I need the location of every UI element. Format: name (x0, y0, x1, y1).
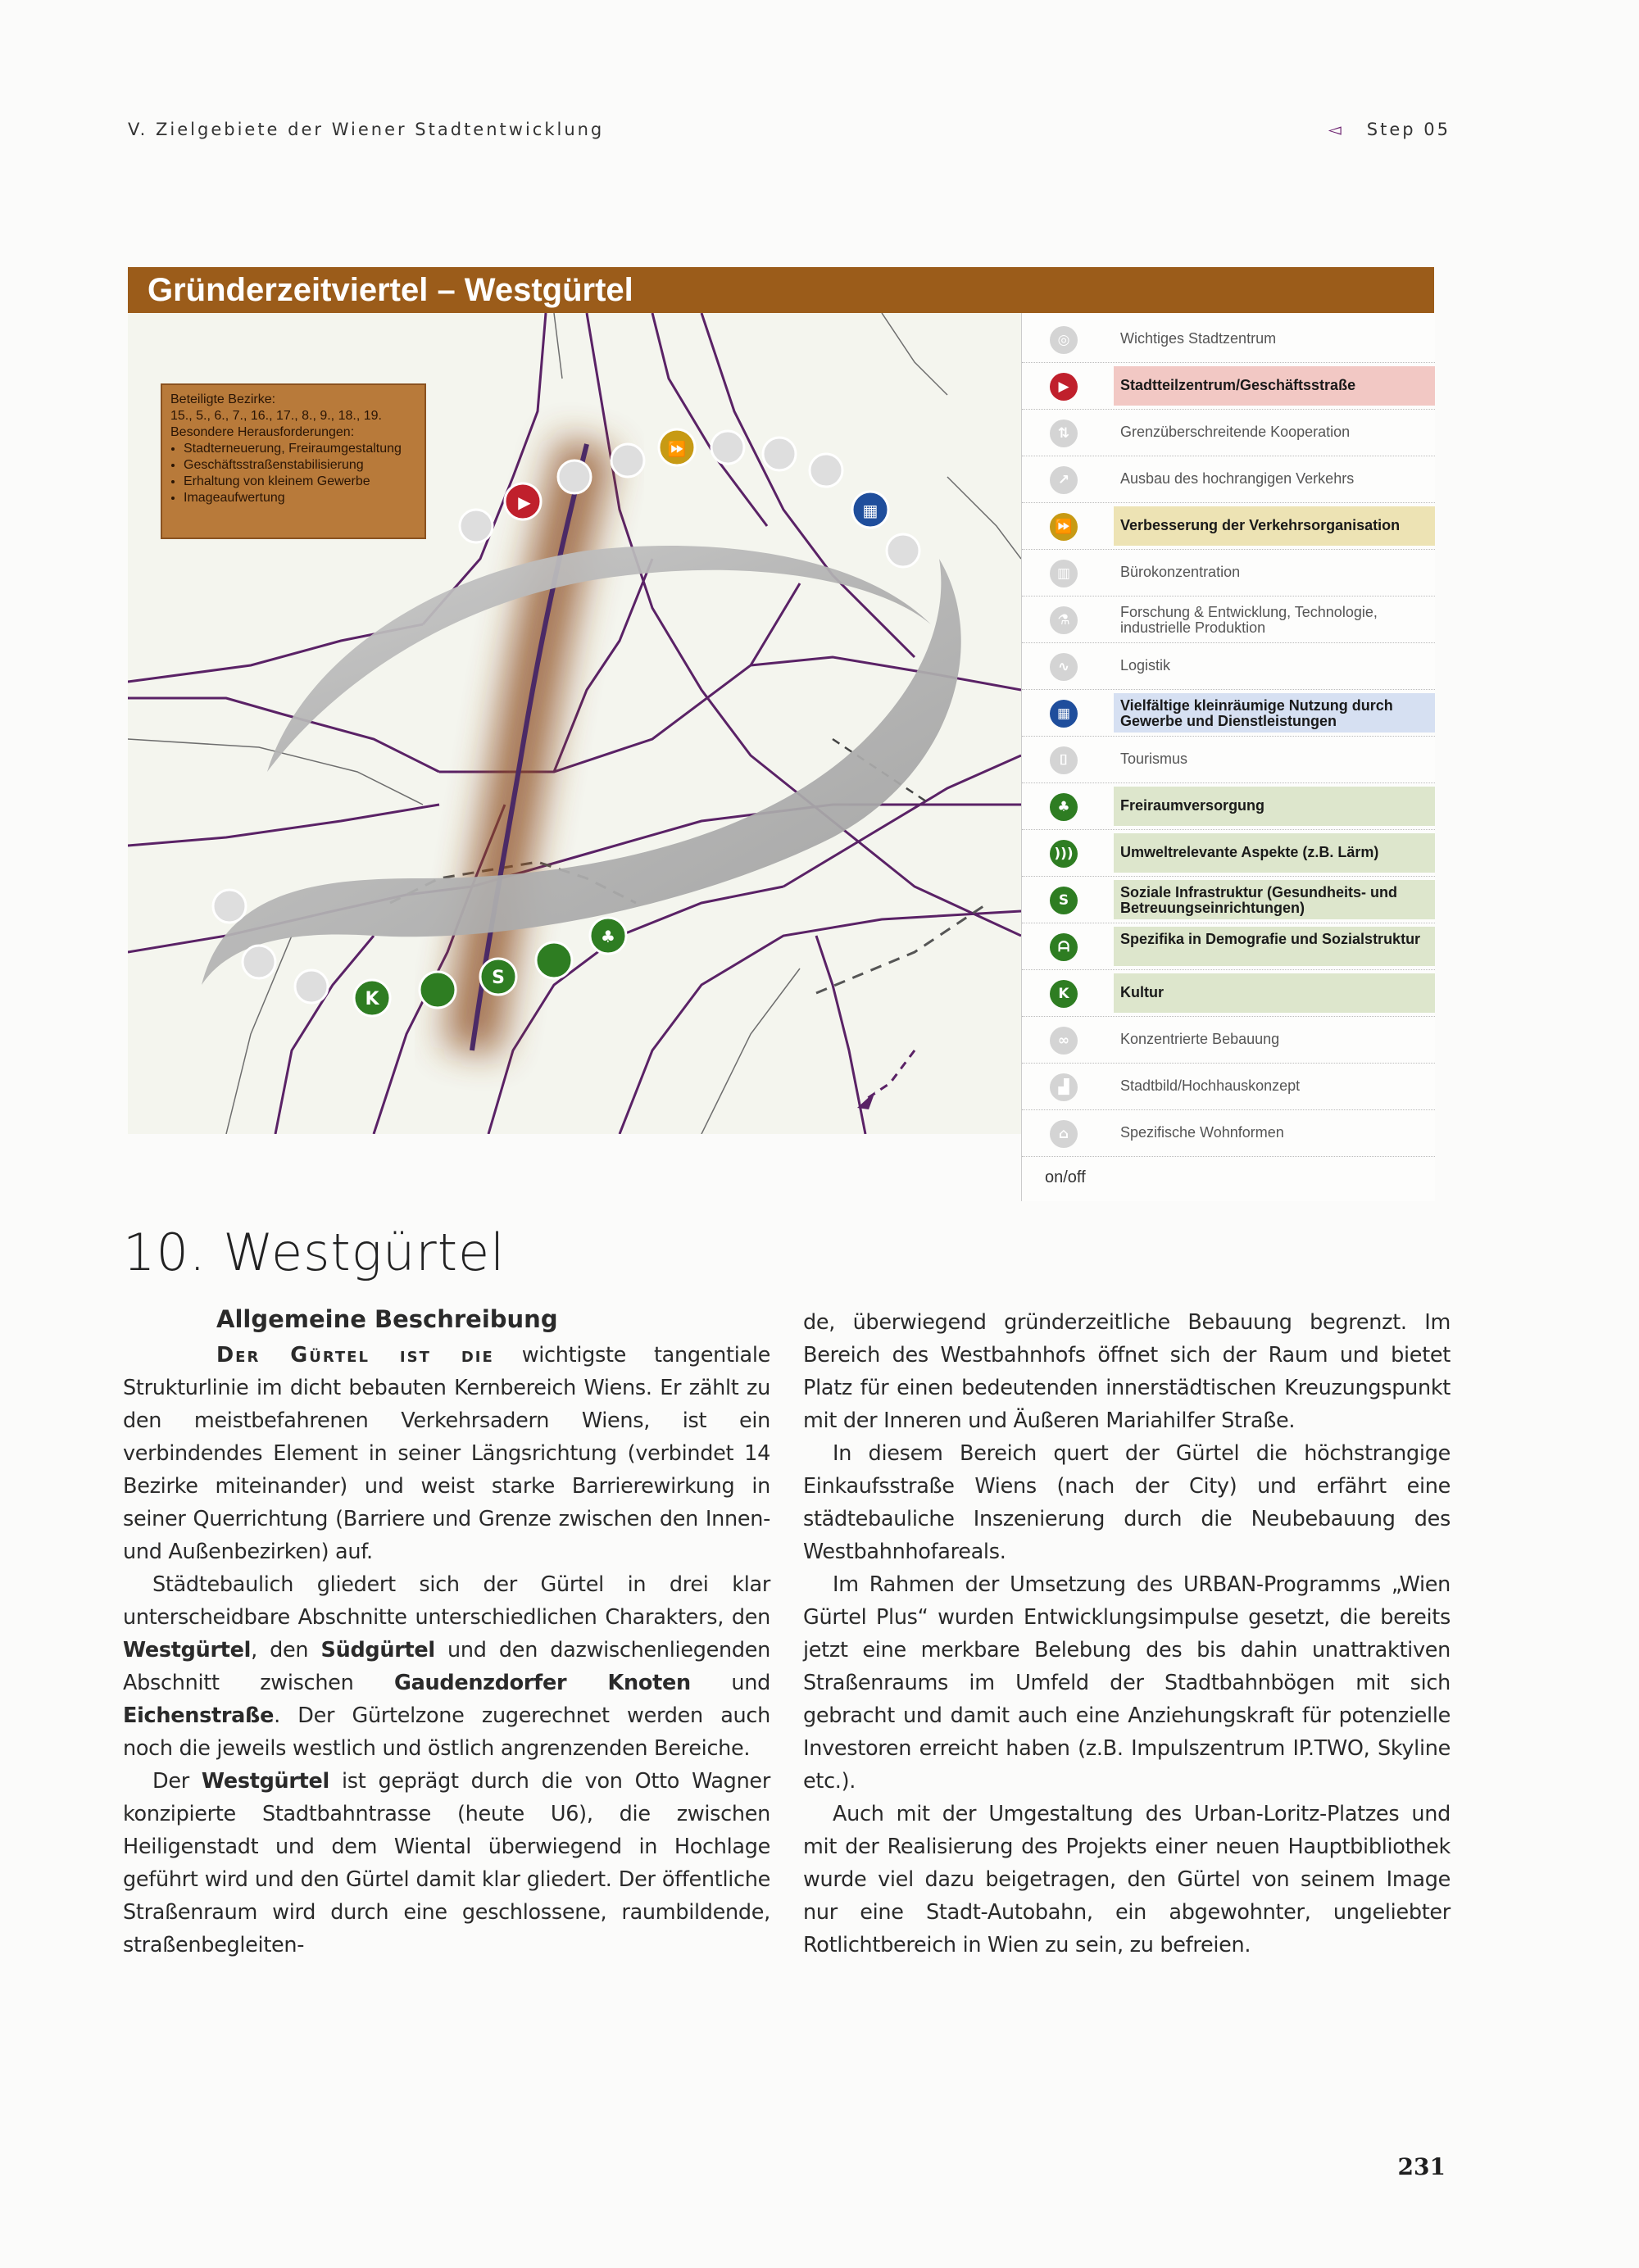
text-column-right (803, 1306, 1451, 1962)
svg-text:♣: ♣ (601, 927, 615, 946)
onoff-label[interactable]: on/off (1045, 1168, 1086, 1186)
paragraph: Im Rahmen der Umsetzung des URBAN-Programms „Wien Gürtel Plus“ wurden Entwicklungsimpulse gesetzt, die bereits jetzt eine merkbare Belebung des bis dahin unattraktiven Straßenraums im Umfeld der Stadtbahnbögen mit sich gebracht und damit auch eine Anziehungskraft für potenzielle Investoren erreicht haben (z.B. Impulszentrum IP.TWO, Skyline etc.). (803, 1572, 1451, 1794)
challenges-label: Besondere Herausforderungen: (170, 425, 355, 439)
legend-label: Tourismus (1120, 751, 1188, 767)
legend-row[interactable] (1022, 877, 1435, 923)
legend-label: Stadtteilzentrum/Geschäftsstraße (1120, 377, 1356, 393)
social-s-icon[interactable]: S (1050, 887, 1078, 914)
direction-arrow (865, 1050, 915, 1100)
legend-label: Verbesserung der Verkehrsorganisation (1120, 517, 1401, 533)
challenge-item: • Imageaufwertung (184, 490, 416, 506)
office-buildings-icon (711, 431, 744, 464)
target-icon[interactable]: ◎ (1050, 326, 1078, 354)
svg-text:S: S (492, 968, 505, 988)
play-icon[interactable]: ▶ (1050, 373, 1078, 401)
svg-text:▶: ▶ (518, 492, 531, 512)
legend-label: Bürokonzentration (1120, 564, 1241, 580)
grid-blocks-icon[interactable]: ▦ (1050, 700, 1078, 728)
challenge-item: • Erhaltung von kleinem Gewerbe (184, 474, 416, 490)
paragraph: Städtebaulich gliedert sich der Gürtel in drei klar unterscheidbare Abschnitte unterschiedlichen Charakters, den Westgürtel, den Südgürtel und den dazwischenliegenden Abschnitt zwischen Gaudenzdorfer Knoten und Eichenstraße. Der Gürtelzone zugerechnet werden auch noch die jeweils westlich und östlich angrenzenden Bereiche. (123, 1572, 770, 1761)
logistics-curve-icon (810, 454, 842, 487)
housing-icon (213, 890, 246, 923)
split-arrows-icon (558, 460, 591, 493)
text-column-left (123, 1303, 770, 1962)
figure-title: Gründerzeitviertel – Westgürtel (148, 272, 633, 308)
legend-label: Konzentrierte Bebauung (1120, 1031, 1280, 1047)
legend-row[interactable] (1022, 1017, 1435, 1064)
flask-icon (763, 438, 796, 470)
map-legend (1021, 313, 1435, 1201)
legend-row[interactable] (1022, 1064, 1435, 1110)
legend-label: Grenzüberschreitende Kooperation (1120, 424, 1351, 440)
legend-row[interactable] (1022, 737, 1435, 783)
sound-waves-icon (536, 942, 572, 978)
paragraph: Der Westgürtel ist geprägt durch die von Otto Wagner konzipierte Stadtbahntrasse (heute U6), die zwischen Heiligenstadt und dem Wiental überwiegend in Hochlage geführt wird und den Gürtel damit klar gliedert. Der öffentliche Straßenraum wird durch eine geschlossene, raumbildende, straßenbegleiten- (123, 1769, 771, 1957)
legend-label: Logistik (1120, 657, 1171, 674)
culture-k-icon[interactable]: K (1050, 980, 1078, 1008)
legend-row[interactable] (1022, 410, 1435, 456)
page-number: 231 (1397, 2153, 1446, 2180)
legend-label: Vielfältige kleinräumige Nutzung durch Gewerbe und Dienstleistungen (1120, 697, 1393, 729)
legend-label: Soziale Infrastruktur (Gesundheits- und Betreuungseinrichtungen) (1120, 884, 1398, 916)
legend-label: Ausbau des hochrangigen Verkehrs (1120, 470, 1355, 487)
rail-line-east (816, 903, 988, 993)
map-figure (128, 267, 1434, 1201)
paragraph: de, überwiegend gründerzeitliche Bebauung begrenzt. Im Bereich des Westbahnhofs öffnet sich der Raum und bietet Platz für einen bedeutenden innerstädtischen Kreuzungspunkt mit der Inneren und Äußeren Mariahilfer Straße. (803, 1310, 1451, 1433)
step-label: Step 05 (1366, 120, 1451, 139)
paragraph: Der Gürtel ist die wichtigste tangentiale Strukturlinie im dicht bebauten Kernbereich Wiens. Er zählt zu den meistbefahrenen Verkehrsadern Wiens, ist ein verbindendes Element in seiner Längsrichtung (verbindet 14 Bezirke miteinander) und weist starke Barrierewirkung in seiner Querrichtung (Barriere und Grenze zwischen den Innen- und Außenbezirken) auf. (123, 1343, 770, 1564)
running-head: V. Zielgebiete der Wiener Stadtentwicklung (128, 120, 605, 139)
legend-row[interactable] (1022, 456, 1435, 503)
tree-icon[interactable]: ♣ (1050, 793, 1078, 821)
westguertel-map (128, 313, 1021, 1134)
legend-row[interactable] (1022, 550, 1435, 596)
districts-label: Beteiligte Bezirke: (170, 392, 276, 406)
logistics-curve-icon[interactable]: ∿ (1050, 653, 1078, 681)
flask-icon[interactable]: ⚗ (1050, 606, 1078, 634)
figure-title-bar (128, 267, 1434, 313)
legend-label: Stadtbild/Hochhauskonzept (1120, 1077, 1301, 1094)
chapter-title: 10. Westgürtel (123, 1222, 506, 1282)
legend-row[interactable] (1022, 923, 1435, 970)
legend-label: Forschung & Entwicklung, Technologie, industrielle Produktion (1120, 604, 1378, 636)
legend-row[interactable] (1022, 830, 1435, 877)
camera-icon (887, 534, 919, 567)
svg-text:▦: ▦ (862, 501, 879, 520)
legend-label: Umweltrelevante Aspekte (z.B. Lärm) (1120, 844, 1379, 860)
legend-label: Kultur (1120, 984, 1164, 1000)
paragraph: Auch mit der Umgestaltung des Urban-Loritz-Platzes und mit der Realisierung des Projekts einer neuen Hauptbibliothek wurde viel dazu beigetragen, den Gürtel von seinem Image nur eine Stadt-Autobahn, ein abgewohnter, ungeliebter Rotlichtbereich in Wien zu sein, zu befreien. (803, 1802, 1451, 1957)
people-icon (420, 972, 456, 1008)
legend-row[interactable] (1022, 643, 1435, 690)
skyline-icon[interactable]: ▟ (1050, 1073, 1078, 1101)
legend-row[interactable] (1022, 316, 1435, 363)
legend-row[interactable] (1022, 503, 1435, 550)
running-step (1328, 120, 1451, 139)
legend-row[interactable] (1022, 970, 1435, 1017)
challenge-item: • Geschäftsstraßenstabilisierung (184, 457, 416, 474)
housing-icon[interactable]: ⌂ (1050, 1120, 1078, 1148)
legend-label: Freiraumversorgung (1120, 797, 1265, 814)
paragraph: In diesem Bereich quert der Gürtel die höchstrangige Einkaufsstraße Wiens (nach der City) und erfährt eine städtebauliche Inszenierung durch die Neubebauung des Westbahnhofareals. (803, 1441, 1451, 1564)
swoosh-lower (202, 559, 961, 985)
step-triangle-icon: ◅ (1328, 120, 1344, 139)
legend-row[interactable] (1022, 596, 1435, 643)
section-subheading: Allgemeine Beschreibung (216, 1305, 558, 1333)
svg-text:⏩: ⏩ (667, 441, 687, 458)
sound-waves-icon[interactable]: ))) (1050, 840, 1078, 868)
legend-row[interactable] (1022, 1110, 1435, 1157)
svg-text:K: K (365, 989, 379, 1009)
link-icon[interactable]: ∞ (1050, 1027, 1078, 1055)
camera-icon[interactable]: ⌷ (1050, 746, 1078, 774)
office-buildings-icon[interactable]: ▥ (1050, 560, 1078, 587)
split-arrows-icon[interactable]: ⇅ (1050, 420, 1078, 447)
legend-row[interactable] (1022, 690, 1435, 737)
fast-forward-icon[interactable]: ⏩ (1050, 513, 1078, 541)
legend-label: Spezifika in Demografie und Sozialstruktur (1120, 931, 1421, 947)
skyline-icon (243, 946, 275, 978)
lead-in: Der Gürtel ist die (216, 1343, 494, 1368)
target-icon (460, 510, 493, 542)
legend-label: Spezifische Wohnformen (1120, 1124, 1284, 1141)
people-icon[interactable]: ᗩ (1050, 933, 1078, 961)
districts-list: 15., 5., 6., 7., 16., 17., 8., 9., 18., 19. (170, 409, 382, 423)
legend-row[interactable] (1022, 363, 1435, 410)
route-icon[interactable]: ↗ (1050, 466, 1078, 494)
legend-label: Wichtiges Stadtzentrum (1120, 330, 1277, 347)
district-info-box (161, 383, 426, 539)
route-icon (611, 444, 644, 477)
legend-row[interactable] (1022, 783, 1435, 830)
challenge-item: • Stadterneuerung, Freiraumgestaltung (184, 441, 416, 457)
link-icon (295, 970, 328, 1003)
challenges-list (170, 441, 416, 506)
